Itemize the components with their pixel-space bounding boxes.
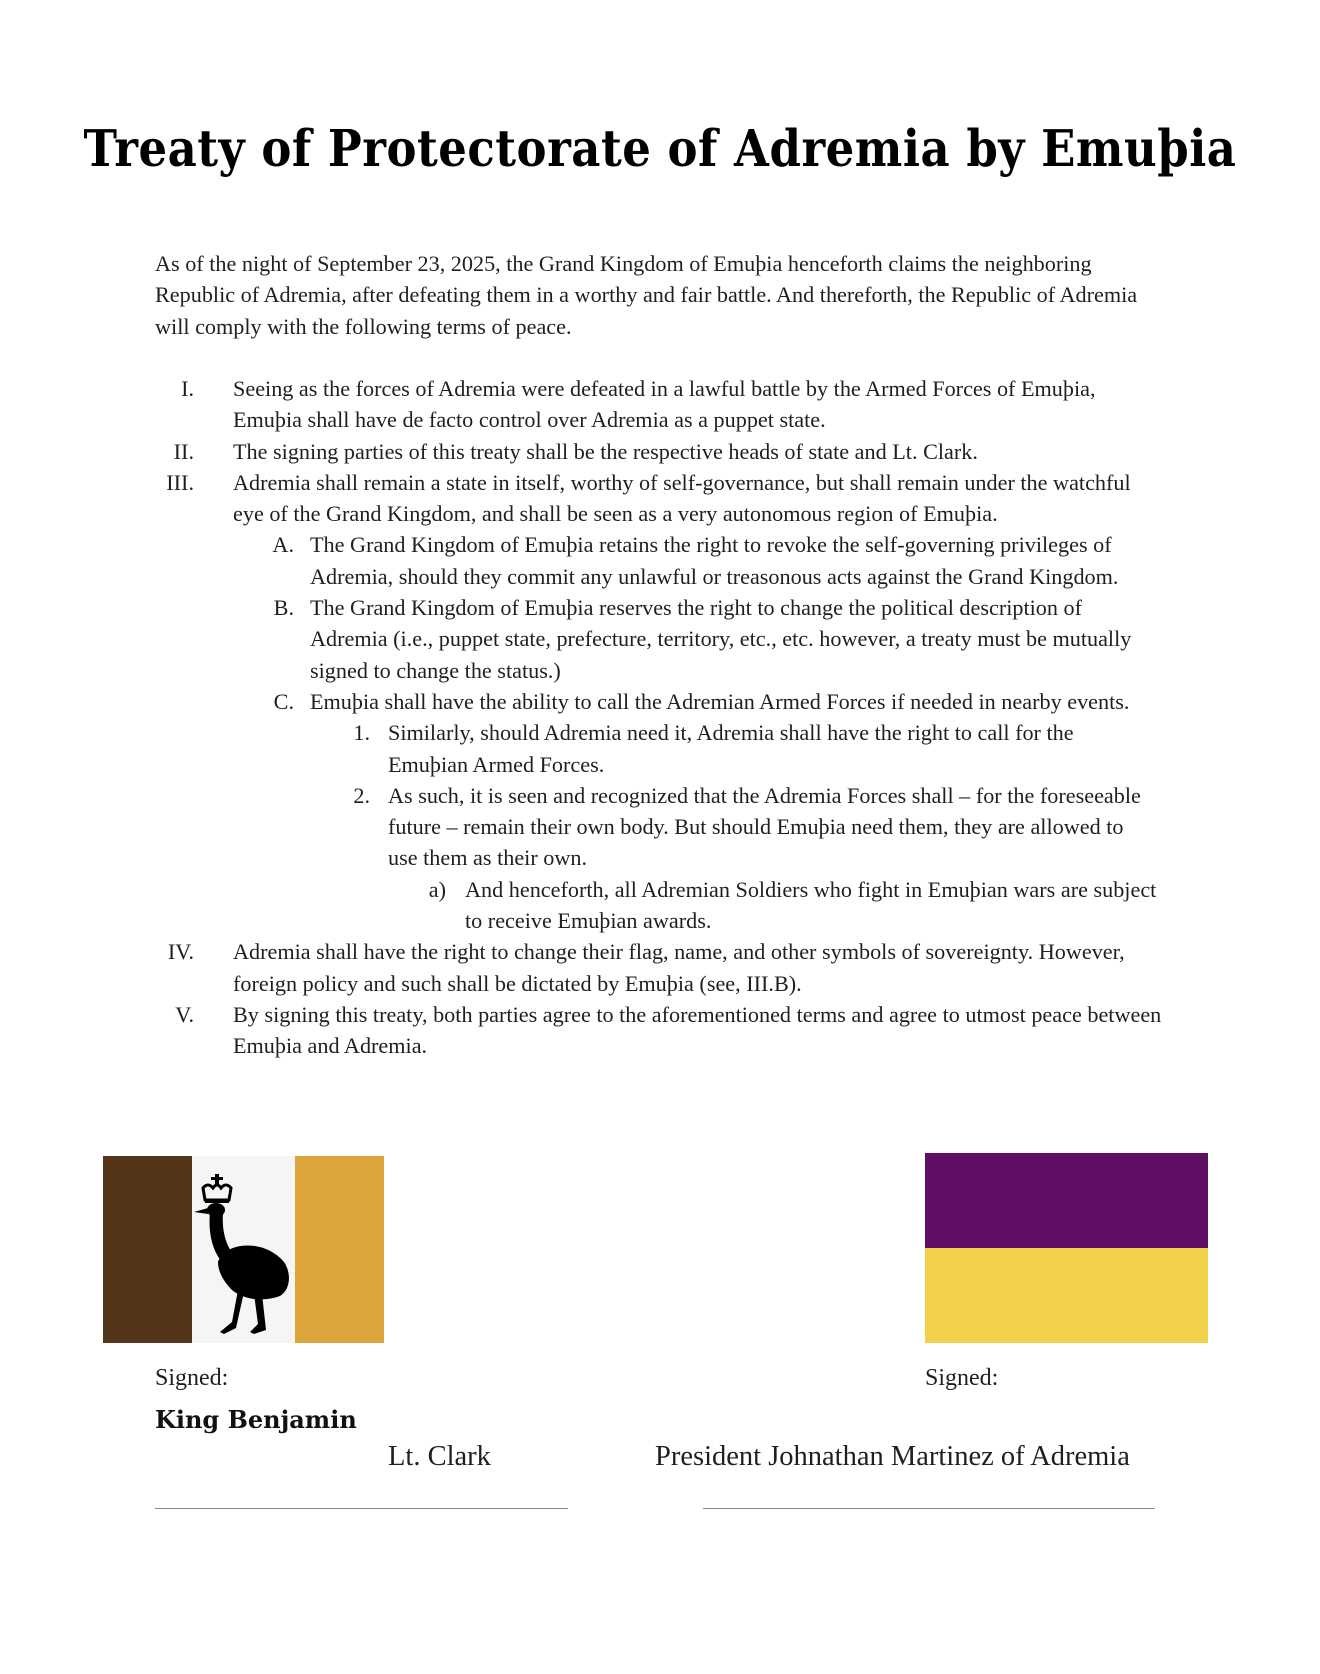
term-marker: II.	[173, 438, 194, 464]
page-title: Treaty of Protectorate of Adremia by Emuþia	[83, 118, 1237, 179]
lt-clark-name: Lt. Clark	[388, 1441, 491, 1472]
term-item	[0, 999, 1320, 1062]
emupia-flag	[103, 1156, 384, 1343]
term-marker: C.	[273, 688, 294, 714]
term-marker: a)	[428, 876, 446, 902]
flag-stripe-gold	[295, 1156, 384, 1343]
term-text: The Grand Kingdom of Emuþia reserves the right to change the political description of Adremia (i.e., puppet state, prefecture, territory, etc., etc. however, a treaty must be mutually signed to change the status.)	[310, 595, 1132, 683]
president-name: President Johnathan Martinez of Adremia	[655, 1441, 1130, 1472]
term-marker: 2.	[353, 782, 370, 808]
term-text: As such, it is seen and recognized that the Adremia Forces shall – for the foreseeable future – remain their own body. But should Emuþia need them, they are allowed to use them as their own.	[388, 782, 1141, 871]
term-item	[0, 467, 1320, 530]
signed-label-left: Signed:	[155, 1365, 229, 1391]
term-item	[0, 373, 1320, 436]
term-text: The signing parties of this treaty shall be the respective heads of state and Lt. Clark.	[233, 438, 978, 464]
term-marker: I.	[181, 376, 194, 401]
term-marker: A.	[272, 532, 294, 558]
term-item	[0, 936, 1320, 999]
term-text: Emuþia shall have the ability to call the Adremian Armed Forces if needed in nearby events.	[310, 688, 1130, 714]
term-text: Similarly, should Adremia need it, Adremia shall have the right to call for the Emuþian Armed Forces.	[388, 720, 1074, 777]
term-text: And henceforth, all Adremian Soldiers who fight in Emuþian wars are subject to receive Emuþian awards.	[465, 876, 1157, 934]
flag-band-yellow	[925, 1248, 1208, 1343]
signed-label-right: Signed:	[925, 1365, 999, 1391]
term-text: The Grand Kingdom of Emuþia retains the right to revoke the self-governing privileges of Adremia, should they commit any unlawful or treasonous acts against the Grand Kingdom.	[310, 532, 1119, 589]
term-marker: III.	[166, 469, 194, 495]
signature-line-right[interactable]	[703, 1508, 1155, 1509]
flag-stripe-brown	[103, 1156, 192, 1343]
crowned-emu-icon	[194, 1172, 294, 1342]
adremia-flag	[925, 1153, 1208, 1343]
flag-band-purple	[925, 1153, 1208, 1248]
term-item	[0, 436, 1320, 467]
term-marker: IV.	[167, 939, 194, 965]
term-text: Adremia shall have the right to change their flag, name, and other symbols of sovereignty. However, foreign policy and such shall be dictated by Emuþia (see, III.B).	[233, 939, 1125, 996]
term-item	[0, 686, 1320, 717]
signature-line-left[interactable]	[155, 1508, 568, 1509]
king-benjamin-signature: King Benjamin	[155, 1405, 357, 1434]
term-item	[0, 529, 1320, 592]
term-marker: 1.	[353, 720, 370, 746]
flag-stripe-white	[192, 1156, 295, 1343]
term-text: By signing this treaty, both parties agree to the aforementioned terms and agree to utmost peace between Emuþia and Adremia.	[233, 1001, 1162, 1059]
term-marker: B.	[273, 595, 294, 621]
terms-list	[0, 373, 1320, 1062]
intro-paragraph: As of the night of September 23, 2025, the Grand Kingdom of Emuþia henceforth claims the neighboring Republic of Adremia, after defeating them in a worthy and fair battle. And thereforth, the Republic of Adremia will comply with the following terms of peace.	[155, 251, 1138, 339]
term-item	[0, 592, 1320, 686]
term-text: Adremia shall remain a state in itself, worthy of self-governance, but shall remain under the watchful eye of the Grand Kingdom, and shall be seen as a very autonomous region of Emuþia.	[233, 469, 1131, 527]
term-item	[0, 874, 1320, 937]
term-item	[0, 780, 1320, 874]
term-text: Seeing as the forces of Adremia were defeated in a lawful battle by the Armed Forces of Emuþia, Emuþia shall have de facto control over Adremia as a puppet state.	[233, 376, 1096, 433]
term-item	[0, 717, 1320, 780]
term-marker: V.	[175, 1001, 194, 1027]
